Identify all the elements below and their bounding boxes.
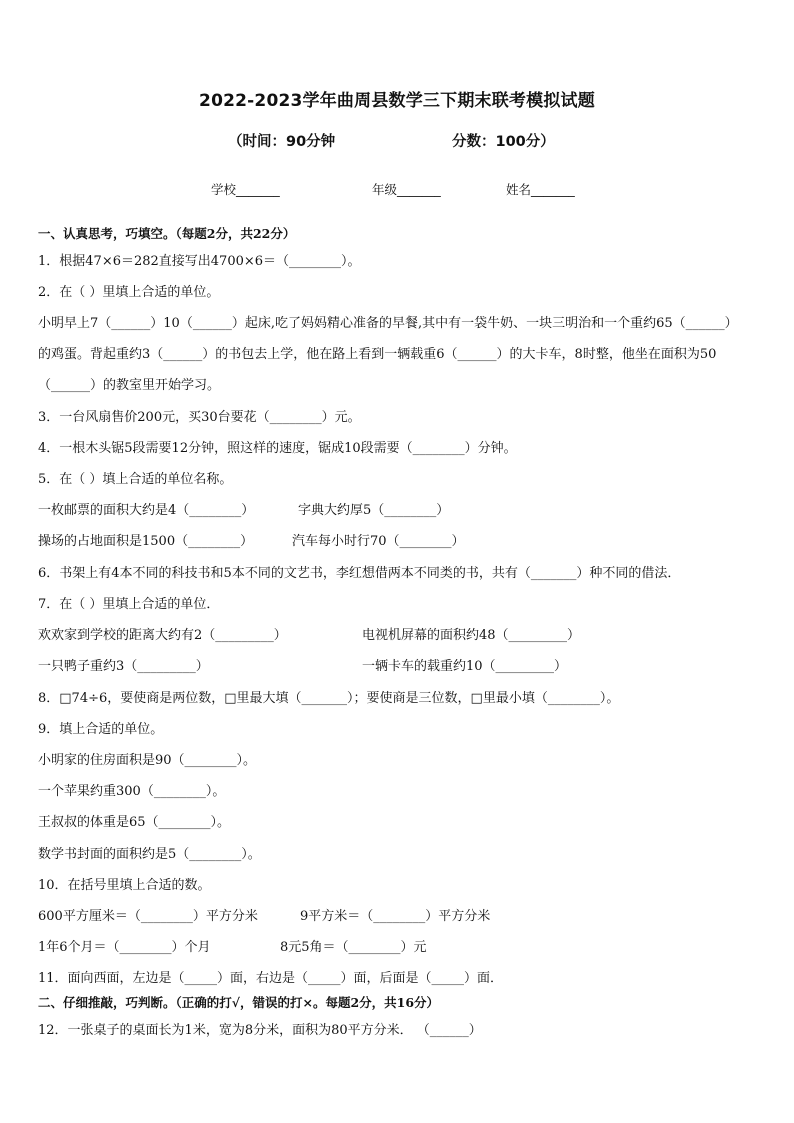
question-1: 1．根据47×6＝282直接写出4700×6＝（________）。 bbox=[38, 254, 361, 269]
question-9-item-d: 数学书封面的面积约是5（________）。 bbox=[38, 847, 261, 862]
question-5-item-b: 字典大约厚5（________） bbox=[298, 503, 450, 518]
question-2: 2．在（ ）里填上合适的单位。 bbox=[38, 285, 220, 300]
question-7-item-d: 一辆卡车的载重约10（_________） bbox=[362, 659, 568, 674]
question-7-item-a: 欢欢家到学校的距离大约有2（_________） bbox=[38, 628, 287, 643]
school-field: 学校_______ bbox=[211, 182, 280, 197]
section-1-heading: 一、认真思考，巧填空。（每题2分，共22分） bbox=[38, 226, 296, 241]
question-3: 3．一台风扇售价200元，买30台要花（________）元。 bbox=[38, 410, 361, 425]
question-9: 9．填上合适的单位。 bbox=[38, 722, 164, 737]
question-5-item-c: 操场的占地面积是1500（________） bbox=[38, 534, 254, 549]
question-11: 11．面向西面，左边是（_____）面，右边是（_____）面，后面是（_____）面． bbox=[38, 971, 504, 986]
question-10-item-b: 9平方米＝（________）平方分米 bbox=[300, 909, 491, 924]
score-label: 分数：100分） bbox=[452, 134, 555, 150]
question-10-item-c: 1年6个月＝（________）个月 bbox=[38, 940, 211, 955]
question-6: 6．书架上有4本不同的科技书和5本不同的文艺书，李红想借两本不同类的书，共有（_______）种不同的借法． bbox=[38, 566, 681, 581]
question-10-item-d: 8元5角＝（________）元 bbox=[280, 940, 427, 955]
question-8: 8．□74÷6，要使商是两位数，□里最大填（_______）；要使商是三位数，□里最小填（________）。 bbox=[38, 691, 620, 706]
question-12: 12．一张桌子的桌面长为1米，宽为8分米，面积为80平方分米． （______） bbox=[38, 1023, 482, 1038]
question-7-item-c: 一只鸭子重约3（_________） bbox=[38, 659, 209, 674]
time-label: （时间：90分钟 bbox=[228, 134, 336, 150]
question-5: 5．在（ ）填上合适的单位名称。 bbox=[38, 472, 233, 487]
question-10-item-a: 600平方厘米＝（________）平方分米 bbox=[38, 909, 258, 924]
question-5-item-d: 汽车每小时行70（________） bbox=[292, 534, 465, 549]
question-9-item-a: 小明家的住房面积是90（________）。 bbox=[38, 753, 257, 768]
question-2-line-3: （______）的教室里开始学习。 bbox=[38, 378, 221, 393]
question-9-item-c: 王叔叔的体重是65（________）。 bbox=[38, 815, 231, 830]
exam-title: 2022-2023学年曲周县数学三下期末联考模拟试题 bbox=[199, 91, 595, 111]
question-9-item-b: 一个苹果约重300（________）。 bbox=[38, 784, 226, 799]
name-field: 姓名_______ bbox=[506, 182, 575, 197]
question-2-line-2: 的鸡蛋。背起重约3（______）的书包去上学，他在路上看到一辆载重6（______）的大卡车，8时整，他坐在面积为50 bbox=[38, 347, 717, 362]
question-10: 10．在括号里填上合适的数。 bbox=[38, 878, 211, 893]
question-4: 4．一根木头锯5段需要12分钟，照这样的速度，锯成10段需要（________）分钟。 bbox=[38, 441, 517, 456]
question-5-item-a: 一枚邮票的面积大约是4（________） bbox=[38, 503, 255, 518]
grade-field: 年级_______ bbox=[372, 182, 441, 197]
question-7: 7．在（ ）里填上合适的单位． bbox=[38, 597, 220, 612]
question-2-line-1: 小明早上7（______）10（______）起床,吃了妈妈精心准备的早餐,其中有一袋牛奶、一块三明治和一个重约65（______） bbox=[38, 316, 738, 331]
question-7-item-b: 电视机屏幕的面积约48（_________） bbox=[362, 628, 581, 643]
section-2-heading: 二、仔细推敲，巧判断。（正确的打√，错误的打×。每题2分，共16分） bbox=[38, 995, 440, 1010]
